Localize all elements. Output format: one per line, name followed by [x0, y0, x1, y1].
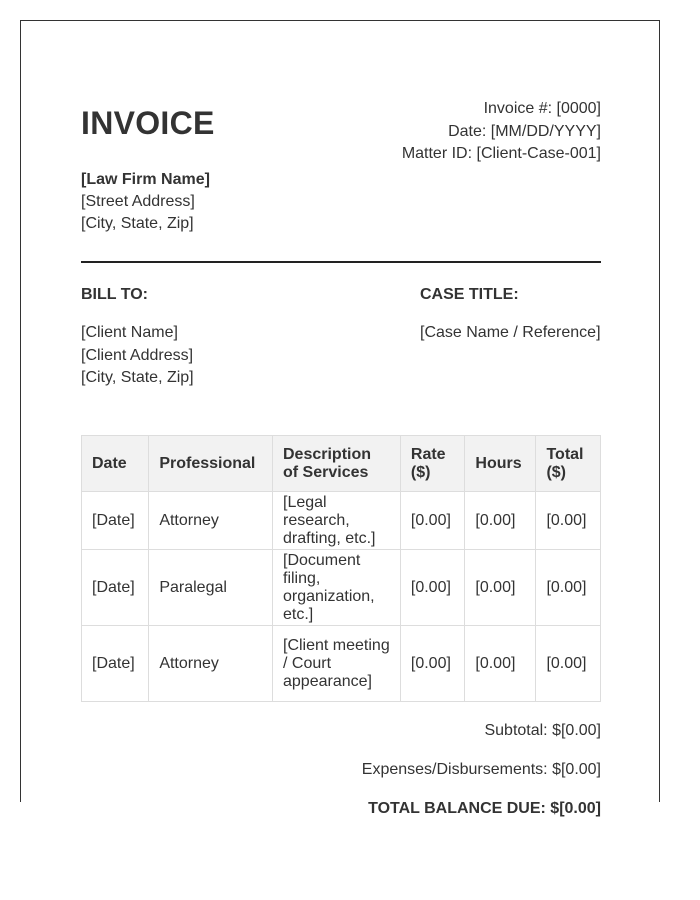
case-block: [420, 322, 601, 345]
table-row: [82, 626, 601, 702]
invoice-number: Invoice #: [0000]: [483, 100, 601, 117]
header-total: Total ($): [536, 436, 601, 492]
cell-date: [Date]: [82, 550, 149, 626]
invoice-meta: [402, 98, 601, 166]
invoice-page: [20, 20, 660, 817]
table-header-row: [82, 436, 601, 492]
header-rate: Rate ($): [400, 436, 465, 492]
expenses: Expenses/Disbursements: $[0.00]: [361, 761, 601, 778]
bill-to-heading: BILL TO:: [81, 286, 148, 303]
cell-hours: [0.00]: [465, 492, 536, 550]
table-row: [82, 492, 601, 550]
header-description: Description of Services: [273, 436, 401, 492]
case-name: [Case Name / Reference]: [420, 324, 601, 341]
invoice-date: Date: [MM/DD/YYYY]: [448, 122, 601, 140]
services-table: [81, 435, 601, 702]
cell-date: [Date]: [82, 626, 149, 702]
header-professional: Professional: [149, 436, 273, 492]
cell-rate: [0.00]: [400, 550, 465, 626]
cell-description: [Client meeting / Court appearance]: [273, 626, 401, 702]
subtotal: Subtotal: $[0.00]: [484, 722, 601, 739]
cell-total: [0.00]: [536, 626, 601, 702]
cell-total: [0.00]: [536, 550, 601, 626]
header-divider: [81, 261, 601, 263]
header-date: Date: [82, 436, 149, 492]
cell-rate: [0.00]: [400, 626, 465, 702]
cell-rate: [0.00]: [400, 492, 465, 550]
client-city: [City, State, Zip]: [81, 369, 194, 386]
cell-description: [Document filing, organization, etc.]: [273, 550, 401, 626]
cell-hours: [0.00]: [465, 626, 536, 702]
firm-name: [Law Firm Name]: [81, 171, 210, 188]
invoice-title: INVOICE: [81, 105, 215, 141]
firm-city: [City, State, Zip]: [81, 215, 194, 232]
cell-date: [Date]: [82, 492, 149, 550]
cell-hours: [0.00]: [465, 550, 536, 626]
table-row: [82, 550, 601, 626]
firm-street: [Street Address]: [81, 193, 195, 210]
cell-professional: Attorney: [149, 626, 273, 702]
cell-professional: Paralegal: [149, 550, 273, 626]
cell-total: [0.00]: [536, 492, 601, 550]
firm-info: [81, 169, 210, 235]
bill-to-block: [81, 322, 194, 390]
case-title-heading: CASE TITLE:: [420, 286, 519, 303]
header-hours: Hours: [465, 436, 536, 492]
client-address: [Client Address]: [81, 346, 194, 364]
cell-professional: Attorney: [149, 492, 273, 550]
balance-due: TOTAL BALANCE DUE: $[0.00]: [368, 800, 601, 817]
cell-description: [Legal research, drafting, etc.]: [273, 492, 401, 550]
matter-id: Matter ID: [Client-Case-001]: [401, 145, 601, 162]
client-name: [Client Name]: [81, 324, 178, 341]
totals-block: [362, 721, 601, 838]
